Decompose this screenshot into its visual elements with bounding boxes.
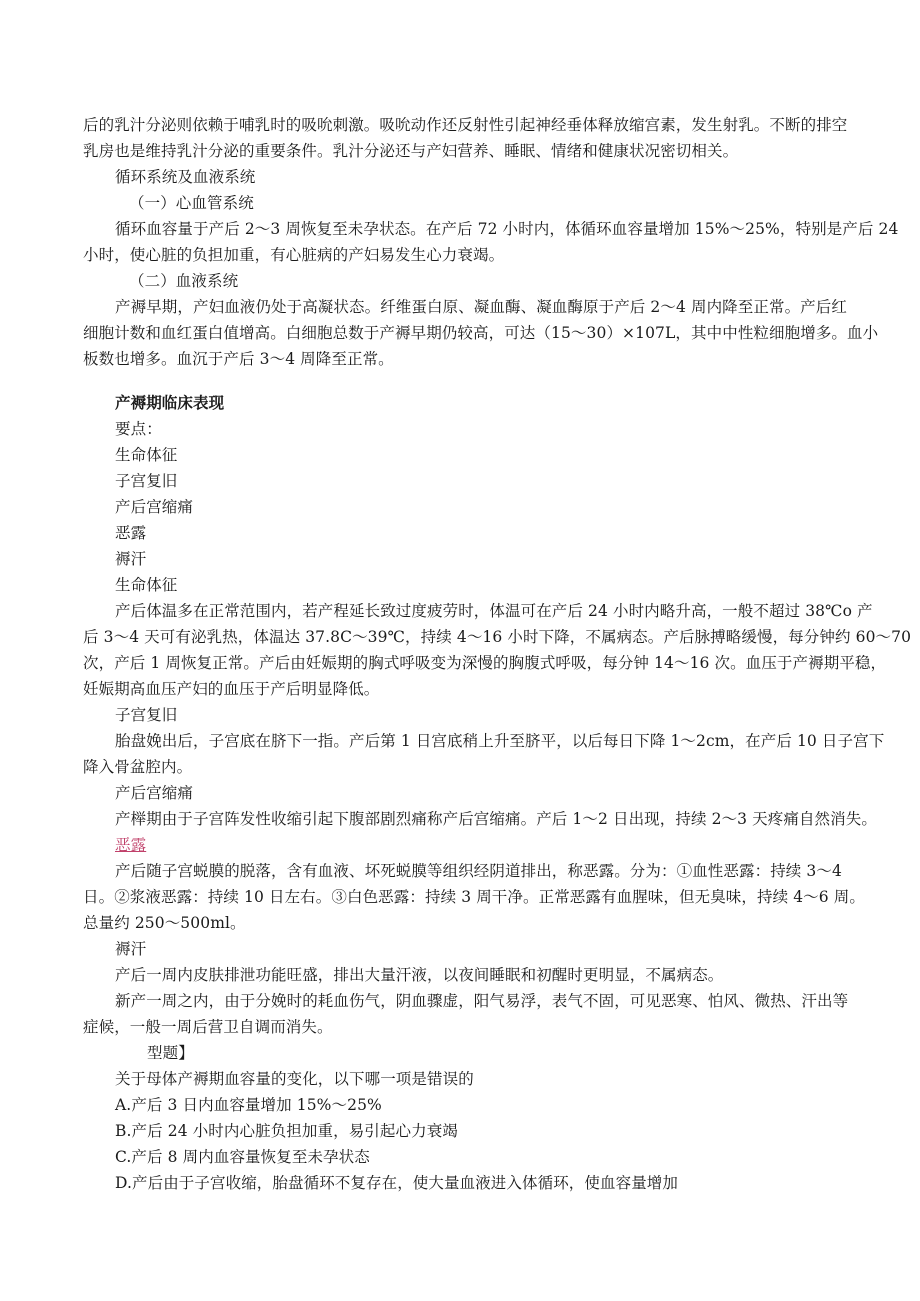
list-item: 生命体征	[115, 446, 178, 464]
text-line: 产褥早期，产妇血液仍处于高凝状态。纤维蛋白原、凝血酶、凝血酶原于产后 2～4 周内降至正常。产后红	[115, 298, 847, 316]
list-item: 恶露	[115, 524, 147, 542]
subheading-uterus: 子宫复旧	[115, 706, 178, 724]
text-line: 后的乳汁分泌则依赖于哺乳时的吸吮刺激。吸吮动作还反射性引起神经垂体释放缩宫素，发生射乳。不断的排空	[83, 116, 848, 134]
option-a: A.产后 3 日内血容量增加 15%～25%	[115, 1096, 382, 1114]
points-label: 要点：	[115, 420, 162, 438]
question-type-label: 型题】	[147, 1044, 194, 1062]
text-line: 产后随子宫蜕膜的脱落，含有血液、坏死蜕膜等组织经阴道排出，称恶露。分为：①血性恶露：持续 3～4	[115, 862, 842, 880]
text-line: 降入骨盆腔内。	[83, 758, 193, 776]
text-line: 循环血容量于产后 2～3 周恢复至未孕状态。在产后 72 小时内，体循环血容量增加 15%～25%，特别是产后 24	[115, 220, 899, 238]
list-item: 产后宫缩痛	[115, 498, 194, 516]
list-item: 子宫复旧	[115, 472, 178, 490]
text-line: 新产一周之内，由于分娩时的耗血伤气，阴血骤虚，阳气易浮，表气不固，可见恶寒、怕风、微热、汗出等	[115, 992, 849, 1010]
text-line: 次，产后 1 周恢复正常。产后由妊娠期的胸式呼吸变为深慢的胸腹式呼吸，每分钟 14～16 次。血压于产褥期平稳，	[83, 654, 887, 672]
question-text: 关于母体产褥期血容量的变化，以下哪一项是错误的	[115, 1070, 474, 1088]
option-b: B.产后 24 小时内心脏负担加重，易引起心力衰竭	[115, 1122, 458, 1140]
text-line: 胎盘娩出后，子宫底在脐下一指。产后第 1 日宫底稍上升至脐平，以后每日下降 1～2cm，在产后 10 日子宫下	[115, 732, 885, 750]
lochia-heading-row	[83, 832, 843, 858]
text-line: 产后一周内皮肤排泄功能旺盛，排出大量汗液，以夜间睡眠和初醒时更明显，不属病态。	[115, 966, 724, 984]
text-line: 日。②浆液恶露：持续 10 日左右。③白色恶露：持续 3 周干净。正常恶露有血腥味，但无臭味，持续 4～6 周。	[83, 888, 865, 906]
section-clinical	[83, 390, 912, 1196]
subheading-pain: 产后宫缩痛	[115, 784, 194, 802]
text-line: 症候，一般一周后营卫自调而消失。	[83, 1018, 333, 1036]
text-line: 乳房也是维持乳汁分泌的重要条件。乳汁分泌还与产妇营养、睡眠、情绪和健康状况密切相关。	[83, 142, 739, 160]
text-line: 后 3～4 天可有泌乳热，体温达 37.8C～39℃，持续 4～16 小时下降，不属病态。产后脉搏略缓慢，每分钟约 60～70	[83, 628, 912, 646]
subheading-sweat: 褥汗	[115, 940, 147, 958]
subheading-blood: （二）血液系统	[129, 272, 239, 290]
section-heading: 产褥期临床表现	[115, 393, 225, 412]
text-line: 产榉期由于子宫阵发性收缩引起下腹部剧烈痛称产后宫缩痛。产后 1～2 日出现，持续 2～3 天疼痛自然消失。	[115, 810, 877, 828]
text-line: 总量约 250～500ml。	[83, 914, 246, 932]
list-item: 褥汗	[115, 550, 147, 568]
section-circulation	[83, 112, 899, 372]
text-line: 板数也增多。血沉于产后 3～4 周降至正常。	[83, 350, 394, 368]
subheading-cardio: （一）心血管系统	[129, 194, 254, 212]
text-line: 小时，使心脏的负担加重，有心脏病的产妇易发生心力衰竭。	[83, 246, 505, 264]
subheading-vital: 生命体征	[115, 576, 178, 594]
text-line: 产后体温多在正常范围内，若产程延长致过度疲劳时，体温可在产后 24 小时内略升高，一般不超过 38℃o 产	[115, 602, 873, 620]
link-lochia[interactable]: 恶露	[115, 836, 147, 854]
text-line: 妊娠期高血压产妇的血压于产后明显降低。	[83, 680, 380, 698]
subheading-circulation: 循环系统及血液系统	[115, 168, 256, 186]
text-line: 细胞计数和血红蛋白值增高。白细胞总数于产褥早期仍较高，可达（15～30）×107L，其中中性粒细胞增多。血小	[83, 324, 879, 342]
option-c: C.产后 8 周内血容量恢复至未孕状态	[115, 1148, 370, 1166]
option-d: D.产后由于子宫收缩，胎盘循环不复存在，使大量血液进入体循环，使血容量增加	[115, 1174, 679, 1192]
